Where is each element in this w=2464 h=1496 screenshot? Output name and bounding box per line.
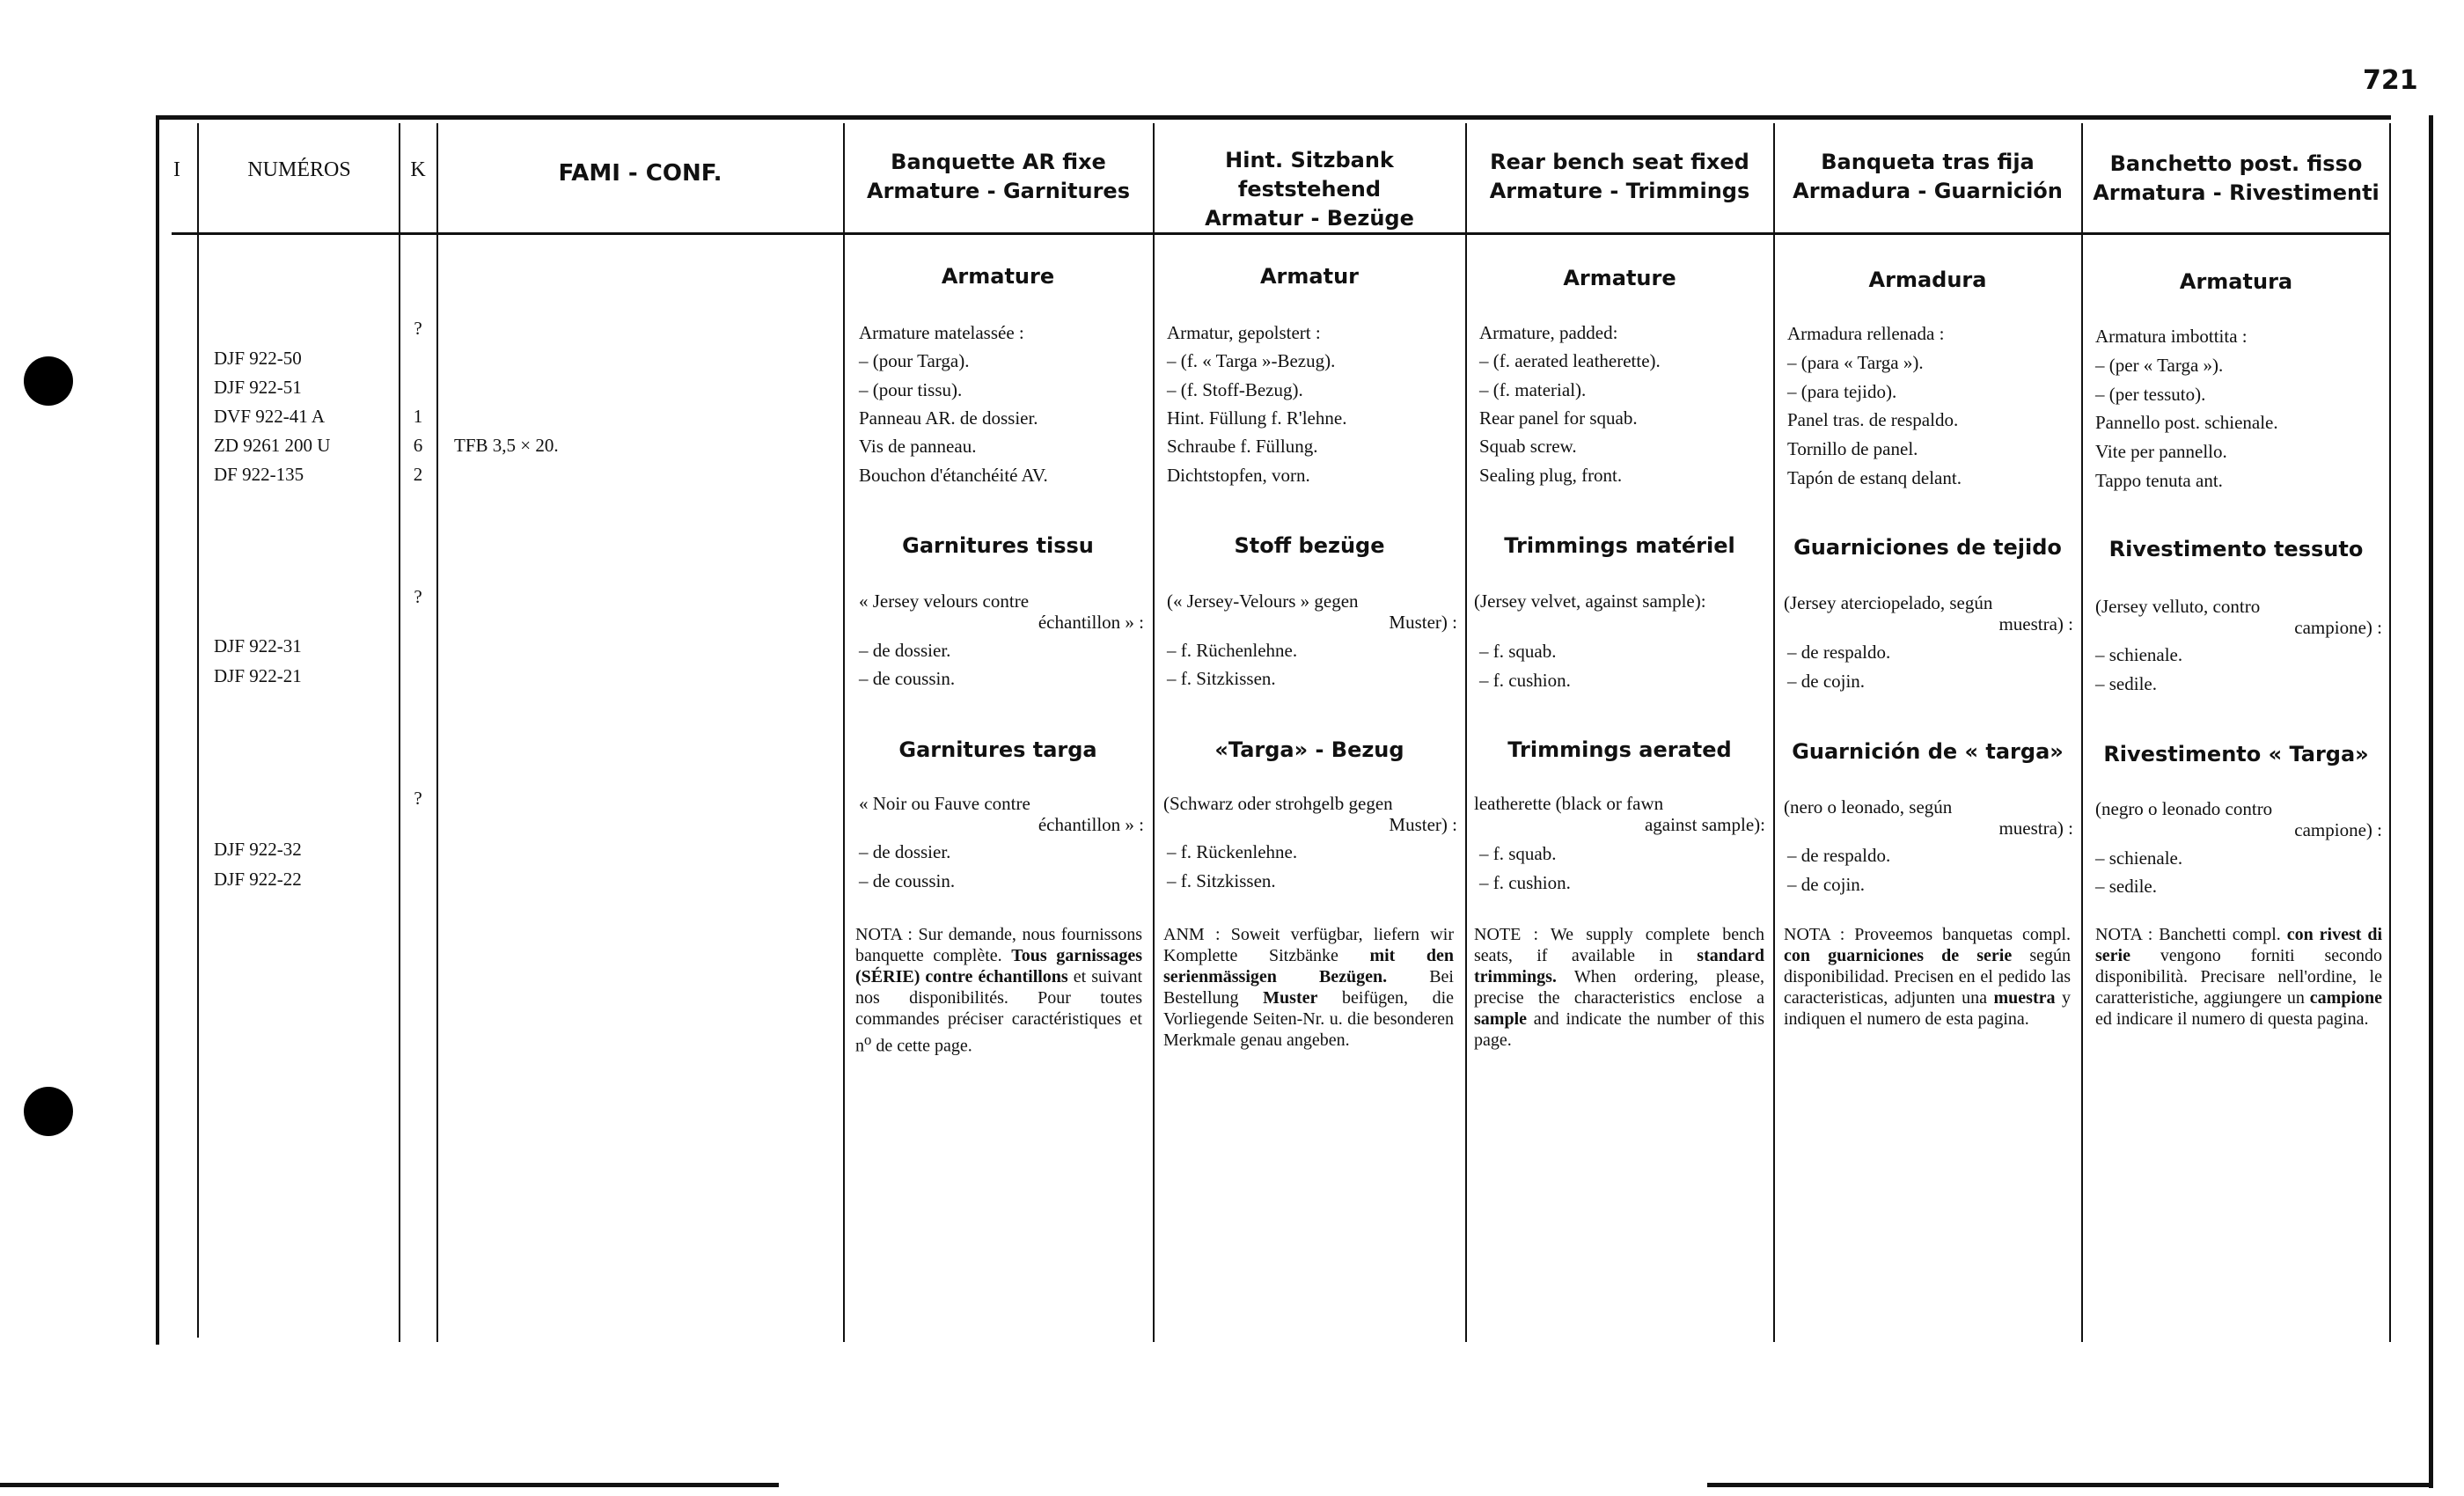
lang-col-english [1469,0,1771,1144]
col-divider [1153,123,1155,1342]
part-number: DJF 922-31 [214,635,302,656]
desc-line: Muster) : [1389,612,1457,633]
part-number: DF 922-135 [214,464,304,485]
desc-line: Squab screw. [1479,436,1577,457]
col-divider [436,123,438,1342]
note-text [1163,924,1454,1051]
desc-line: muestra) : [1998,818,2073,839]
section-title-armadura: Armadura [1868,268,1987,292]
section-title-targa: Rivestimento « Targa» [2103,742,2369,766]
desc-line: – f. Rüchenlehne. [1167,640,1298,661]
part-number: DVF 922-41 A [214,406,326,427]
section-title-fabric: Guarniciones de tejido [1793,535,2062,560]
qty-unknown: ? [414,586,422,607]
qty-unknown: ? [414,788,422,809]
desc-line: (Schwarz oder strohgelb gegen [1163,793,1393,814]
desc-line: muestra) : [1998,613,2073,634]
desc-line: « Jersey velours contre [859,590,1030,612]
desc-line: – f. Rückenlehne. [1167,841,1298,862]
desc-line: – f. Sitzkissen. [1167,870,1276,891]
desc-line: Schraube f. Füllung. [1167,436,1318,457]
part-number: ZD 9261 200 U [214,435,331,456]
section-title-fabric: Rivestimento tessuto [2108,537,2364,561]
col-divider [2081,123,2083,1342]
desc-line: Muster) : [1389,814,1457,835]
qty-unknown: ? [414,318,422,339]
binder-hole-top [24,356,73,406]
section-title-targa: Guarnición de « targa» [1792,739,2064,764]
desc-line: – de cojin. [1787,671,1866,692]
desc-line: – f. cushion. [1479,872,1571,893]
desc-line: Rear panel for squab. [1479,407,1638,429]
desc-line: – (pour Targa). [859,350,970,371]
bottom-rule-right [1707,1483,2433,1487]
lang-col-italian [2085,0,2387,1144]
desc-line: – f. squab. [1479,843,1557,864]
desc-line: – (para « Targa »). [1787,352,1924,373]
desc-line: – de dossier. [859,640,951,661]
note-text [2095,924,2382,1030]
table-right-border [2429,115,2433,1488]
header-english: Rear bench seat fixed Armature - Trimmings [1489,150,1750,203]
part-number: DJF 922-50 [214,348,302,369]
note-paragraph: NOTA : Sur demande, nous fournissons banquette complète. Tous garnissages (SÉRIE) contre échantillons et suivant nos disponibilités. Pour toutes commandes préciser caractéristiques et $n^o$ de cette page. [855,925,1142,1056]
col-divider [2389,123,2391,1342]
header-german: Hint. Sitzbank feststehend Armatur - Bezüge [1205,148,1414,231]
desc-line: (negro o leonado contro [2095,798,2273,819]
header-spanish: Banqueta tras fija Armadura - Guarnición [1793,150,2063,203]
desc-line: « Noir ou Fauve contre [859,793,1030,814]
header-french: Banquette AR fixe Armature - Garnitures [867,150,1130,203]
desc-line: – (f. aerated leatherette). [1479,350,1661,371]
section-title-targa: «Targa» - Bezug [1214,737,1404,762]
qty: 2 [413,464,423,485]
desc-line: Panneau AR. de dossier. [859,407,1038,429]
note-paragraph: NOTE : We supply complete bench seats, if available in standard trimmings. When ordering, please, precise the characteristics enclose a sample and indicate the number of this page. [1474,925,1764,1050]
desc-line: – (f. Stoff-Bezug). [1167,379,1303,400]
qty: 1 [413,406,423,427]
desc-line: Sealing plug, front. [1479,465,1623,486]
desc-line: – (f. material). [1479,379,1587,400]
header-numeros: NUMÉROS [247,158,351,181]
section-title-fabric: Stoff bezüge [1234,533,1385,558]
table-left-border [156,115,159,1345]
desc-line: – de coussin. [859,870,956,891]
header-i: I [173,158,180,181]
note-paragraph: ANM : Soweit verfügbar, liefern wir Komplette Sitzbänke mit den serienmässigen Bezügen. Bei Bestellung Muster beifügen, die Vorliegende Seiten-Nr. u. die besonderen Merkmale genau angeben. [1163,925,1455,1050]
col-divider [1465,123,1467,1342]
part-number: DJF 922-32 [214,839,302,860]
desc-line: Armatur, gepolstert : [1167,322,1321,343]
desc-line: (Jersey velvet, against sample): [1474,590,1706,612]
desc-line: campione) : [2294,819,2382,840]
fami-screw-spec: TFB 3,5 × 20. [454,435,559,456]
desc-line: échantillon » : [1038,814,1144,835]
desc-line: – (per tessuto). [2095,384,2206,405]
desc-line: (nero o leonado, según [1784,796,1953,818]
page-number: 721 [2363,65,2418,96]
bottom-rule-left [0,1483,779,1487]
desc-line: – f. squab. [1479,641,1557,662]
section-title-armatura: Armatura [2179,269,2293,294]
desc-line: – de coussin. [859,668,956,689]
desc-line: – f. cushion. [1479,670,1571,691]
header-k: K [410,158,426,181]
desc-line: Tornillo de panel. [1787,438,1918,459]
note-text [1784,924,2071,1030]
note-paragraph: NOTA : Proveemos banquetas compl. con guarniciones de serie según disponibilidad. Precisen en el pedido las caracteristicas, adjunten una muestra y indiquen el numero de esta pagina. [1784,925,2072,1029]
desc-line: Armature matelassée : [859,322,1024,343]
desc-line: – (para tejido). [1787,381,1897,402]
qty: 6 [413,435,423,456]
col-divider [1773,123,1775,1342]
desc-line: (« Jersey-Velours » gegen [1167,590,1359,612]
desc-line: – f. Sitzkissen. [1167,668,1276,689]
note-text [1474,924,1764,1051]
section-title-targa: Garnitures targa [898,737,1097,762]
desc-line: Bouchon d'étanchéité AV. [859,465,1048,486]
desc-line: – sedile. [2095,876,2157,897]
desc-line: Panel tras. de respaldo. [1787,409,1959,430]
section-title-fabric: Trimmings matériel [1504,533,1735,558]
part-number: DJF 922-51 [214,377,302,398]
desc-line: – de respaldo. [1787,845,1891,866]
desc-line: – de dossier. [859,841,951,862]
desc-line: (Jersey aterciopelado, según [1784,592,1993,613]
section-title-armature: Armature [1563,266,1676,290]
desc-line: – schienale. [2095,644,2183,665]
desc-line: Vis de panneau. [859,436,977,457]
desc-line: Vite per pannello. [2095,441,2227,462]
col-divider [843,123,845,1342]
desc-line: Hint. Füllung f. R'lehne. [1167,407,1347,429]
binder-hole-bottom [24,1087,73,1136]
desc-line: Armadura rellenada : [1787,323,1945,344]
desc-line: Armature, padded: [1479,322,1618,343]
desc-line: leatherette (black or fawn [1474,793,1664,814]
section-title-armature: Armatur [1259,264,1359,289]
part-number: DJF 922-22 [214,869,302,890]
col-divider [399,123,400,1342]
desc-line: – schienale. [2095,847,2183,869]
desc-line: – (per « Targa »). [2095,355,2224,376]
desc-line: (Jersey velluto, contro [2095,596,2261,617]
desc-line: Dichtstopfen, vorn. [1167,465,1310,486]
header-fami-conf: FAMI - CONF. [558,160,722,187]
desc-line: – de cojin. [1787,874,1866,895]
section-title-aerated: Trimmings aerated [1507,737,1732,762]
lang-col-german [1156,0,1463,1144]
desc-line: échantillon » : [1038,612,1144,633]
note-text [855,924,1142,1057]
desc-line: – (pour tissu). [859,379,963,400]
section-title-armature: Armature [941,264,1055,289]
lang-col-french [847,0,1149,1144]
note-paragraph: NOTA : Banchetti compl. con rivest di serie vengono forniti secondo disponibilità. Precisare nell'ordine, le caratteristiche, aggiungere un campione ed indicare il numero di questa pagina. [2095,925,2382,1029]
desc-line: – de respaldo. [1787,642,1891,663]
desc-line: against sample): [1644,814,1765,835]
desc-line: – sedile. [2095,673,2157,694]
desc-line: Pannello post. schienale. [2095,412,2278,433]
desc-line: Tappo tenuta ant. [2095,470,2223,491]
desc-line: Armatura imbottita : [2095,326,2248,347]
header-italian: Banchetto post. fisso Armatura - Rivestimenti [2093,151,2380,205]
part-number: DJF 922-21 [214,665,302,686]
desc-line: Tapón de estanq delant. [1787,467,1962,488]
col-divider [197,123,199,1338]
desc-line: – (f. « Targa »-Bezug). [1167,350,1336,371]
lang-col-spanish [1777,0,2079,1144]
desc-line: campione) : [2294,617,2382,638]
section-title-fabric: Garnitures tissu [902,533,1094,558]
